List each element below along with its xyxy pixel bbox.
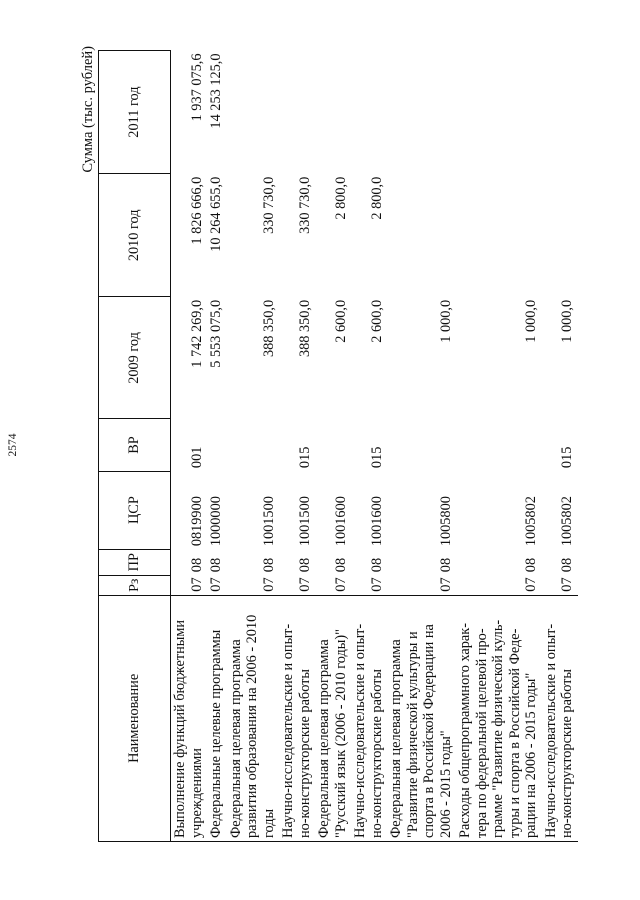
cell-2009: 5 553 075,0	[208, 299, 224, 368]
table-row	[207, 51, 227, 842]
cell-name	[456, 595, 542, 841]
cell-name-line: но-конструкторские работы	[368, 668, 385, 838]
cell-pr: 08	[260, 557, 277, 573]
cell-2011	[387, 51, 456, 174]
cell-2010	[456, 174, 542, 297]
cell-rz: 07	[437, 577, 454, 592]
header-pr: ПР	[99, 549, 171, 575]
cell-2011	[351, 51, 387, 174]
cell-name	[351, 595, 387, 841]
cell-rz: 07	[208, 577, 224, 592]
cell-pr: 08	[296, 557, 313, 573]
cell-name-line: Научно-исследовательские и опыт-	[352, 623, 368, 838]
cell-vr	[227, 419, 280, 471]
table-row	[315, 51, 351, 842]
cell-name	[387, 595, 456, 841]
cell-2010	[387, 174, 456, 297]
cell-name-line: годы	[260, 808, 277, 838]
cell-vr: 015	[368, 446, 385, 469]
cell-csr: 1001500	[260, 496, 277, 547]
cell-name-line: учреждениями	[188, 748, 205, 838]
cell-2009: 1 000,0	[559, 299, 575, 343]
cell-name	[315, 595, 351, 841]
cell-vr	[387, 419, 456, 471]
cell-2009: 1 742 269,0	[188, 299, 205, 368]
cell-name-line: Федеральные целевые программы	[208, 629, 224, 838]
cell-rz: 07	[260, 577, 277, 592]
header-row	[99, 51, 171, 842]
header-csr: ЦСР	[99, 471, 171, 549]
cell-vr: 001	[188, 446, 205, 469]
cell-2011	[542, 51, 578, 174]
cell-pr: 08	[188, 557, 205, 573]
cell-vr: 015	[296, 446, 313, 469]
cell-name-line: "Развитие физической культуры и	[404, 631, 421, 838]
cell-2009: 2 600,0	[332, 299, 349, 343]
cell-2009: 2 600,0	[368, 299, 385, 343]
cell-name-line: рации на 2006 - 2015 годы"	[523, 672, 539, 838]
cell-pr: 08	[368, 557, 385, 573]
page-number: 2574	[7, 433, 19, 457]
cell-name-line: тера по федеральной целевой про-	[473, 628, 490, 838]
cell-pr: 08	[437, 557, 454, 573]
cell-2011	[315, 51, 351, 174]
table-row	[279, 51, 315, 842]
cell-name-line: но-конструкторские работы	[559, 668, 575, 838]
cell-rz: 07	[188, 577, 205, 592]
cell-name-line: грамме "Развитие физической куль-	[490, 619, 506, 838]
cell-name-line: Федеральная целевая программа	[388, 639, 404, 838]
cell-2011	[456, 51, 542, 174]
cell-name	[207, 595, 227, 841]
header-vr: ВР	[99, 419, 171, 471]
header-2009: 2009 год	[99, 297, 171, 419]
cell-2009: 1 000,0	[523, 299, 539, 343]
cell-2010: 330 730,0	[260, 176, 277, 234]
cell-csr: 1001600	[332, 496, 349, 547]
cell-2010: 10 264 655,0	[208, 176, 224, 252]
cell-name-line: Федеральная целевая программа	[316, 639, 332, 838]
cell-vr	[315, 419, 351, 471]
cell-name-line: спорта в Российской Федерации на	[421, 624, 437, 838]
cell-2010: 2 800,0	[332, 176, 349, 220]
cell-csr: 1001500	[296, 496, 313, 547]
cell-name-line: Федеральная целевая программа	[227, 639, 244, 838]
cell-csr: 1001600	[368, 496, 385, 547]
cell-2010: 1 826 666,0	[188, 176, 205, 245]
cell-csr: 0819900	[188, 496, 205, 547]
cell-csr: 1005802	[523, 496, 539, 547]
table-row	[227, 51, 280, 842]
cell-pr: 08	[523, 557, 539, 573]
cell-name-line: 2006 - 2015 годы"	[437, 730, 454, 838]
cell-pr: 08	[559, 557, 575, 573]
cell-2010: 2 800,0	[368, 176, 385, 220]
table-body	[171, 51, 578, 842]
header-2010: 2010 год	[99, 174, 171, 297]
table-row	[171, 51, 208, 842]
cell-csr: 1005800	[437, 496, 454, 547]
cell-name-line: но-конструкторские работы	[296, 668, 313, 838]
cell-2011	[227, 51, 280, 174]
cell-name	[542, 595, 578, 841]
cell-rz: 07	[523, 577, 539, 592]
header-2011: 2011 год	[99, 51, 171, 174]
cell-2011	[279, 51, 315, 174]
table-row	[387, 51, 456, 842]
cell-2010: 330 730,0	[296, 176, 313, 234]
table-row	[351, 51, 387, 842]
table-row	[542, 51, 578, 842]
cell-vr: 015	[559, 446, 575, 469]
cell-rz: 07	[296, 577, 313, 592]
cell-name	[171, 595, 208, 841]
cell-2011: 14 253 125,0	[208, 53, 224, 129]
cell-csr: 1000000	[208, 496, 224, 547]
cell-vr	[207, 419, 227, 471]
cell-rz: 07	[559, 577, 575, 592]
table-row	[456, 51, 542, 842]
cell-name-line: туры и спорта в Российской Феде-	[506, 628, 523, 838]
cell-name	[279, 595, 315, 841]
header-rz: Рз	[99, 575, 171, 595]
cell-pr: 08	[208, 557, 224, 573]
cell-vr	[456, 419, 542, 471]
cell-2009: 388 350,0	[260, 299, 277, 358]
cell-pr: 08	[332, 557, 349, 573]
cell-name-line: Научно-исследовательские и опыт-	[280, 623, 296, 838]
cell-2009: 388 350,0	[296, 299, 313, 358]
cell-csr: 1005802	[559, 496, 575, 547]
cell-name-line: "Русский язык (2006 - 2010 годы)"	[332, 629, 349, 838]
cell-2010	[542, 174, 578, 297]
cell-2011: 1 937 075,6	[188, 53, 205, 122]
cell-name-line: развития образования на 2006 - 2010	[244, 614, 260, 838]
units-label: Сумма (тыс. рублей)	[80, 46, 96, 173]
cell-name-line: Научно-исследовательские и опыт-	[542, 623, 559, 838]
header-name: Наименование	[99, 595, 171, 841]
cell-name-line: Выполнение функций бюджетными	[172, 619, 188, 838]
cell-rz: 07	[332, 577, 349, 592]
cell-2009: 1 000,0	[437, 299, 454, 343]
cell-name	[227, 595, 280, 841]
cell-rz: 07	[368, 577, 385, 592]
cell-name-line: Расходы общепрограммного харак-	[457, 623, 473, 838]
budget-table	[98, 50, 578, 842]
